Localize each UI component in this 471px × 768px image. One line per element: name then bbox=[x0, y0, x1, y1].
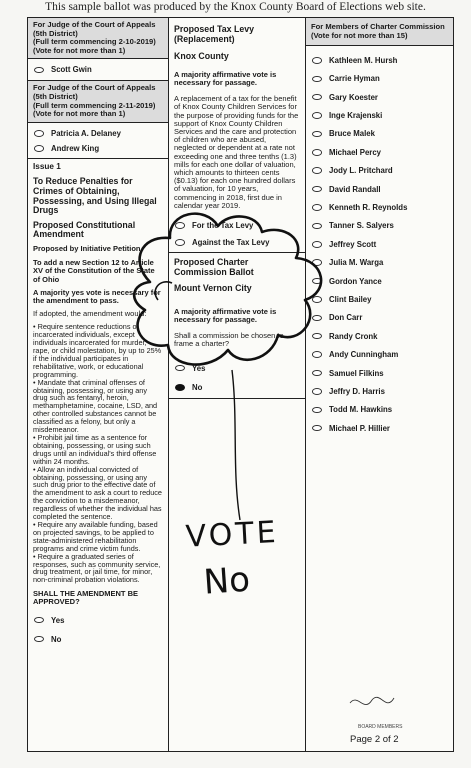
candidate-option[interactable] bbox=[306, 364, 453, 382]
candidate-name: Randy Cronk bbox=[329, 331, 378, 341]
oval-icon[interactable] bbox=[312, 186, 322, 193]
charter-yes-option[interactable]: Yes bbox=[169, 361, 305, 376]
charter-question: Shall a commission be chosen to frame a charter? bbox=[174, 331, 284, 349]
oval-icon[interactable] bbox=[312, 76, 322, 83]
candidate-name: Don Carr bbox=[329, 313, 363, 323]
column-3 bbox=[306, 18, 453, 751]
oval-icon[interactable] bbox=[312, 296, 322, 303]
candidate-name: Samuel Filkins bbox=[329, 368, 384, 378]
candidate-option[interactable] bbox=[28, 141, 168, 158]
issue-subtitle: Proposed Constitutional Amendment bbox=[33, 219, 136, 240]
candidate-option[interactable] bbox=[306, 198, 453, 216]
candidate-option[interactable] bbox=[28, 59, 168, 80]
candidate-name: Patricia A. Delaney bbox=[51, 128, 121, 138]
handwritten-vote: VOTE bbox=[184, 514, 280, 555]
levy-majority: A majority affirmative vote is necessary for passage. bbox=[174, 69, 277, 87]
oval-icon[interactable] bbox=[312, 259, 322, 266]
candidate-option[interactable] bbox=[306, 125, 453, 143]
candidate-option[interactable] bbox=[306, 309, 453, 327]
candidate-name: Michael Percy bbox=[329, 147, 382, 157]
yes-option[interactable]: Yes bbox=[28, 613, 168, 628]
candidate-option[interactable] bbox=[28, 123, 168, 141]
candidate-option[interactable] bbox=[306, 162, 453, 180]
contest-header-appeals-2: For Judge of the Court of Appeals (5th District) (Full term commencing 2-11-2019) (Vote for not more than 1) bbox=[28, 80, 168, 122]
oval-icon[interactable] bbox=[312, 167, 322, 174]
oval-icon[interactable] bbox=[175, 365, 185, 372]
candidate-option[interactable] bbox=[306, 253, 453, 271]
oval-icon[interactable] bbox=[175, 222, 185, 229]
candidate-name: Gary Koester bbox=[329, 92, 378, 102]
candidate-option[interactable] bbox=[306, 382, 453, 400]
charter-place: Mount Vernon City bbox=[174, 283, 252, 294]
board-members-label: BOARD MEMBERS bbox=[358, 724, 403, 730]
candidate-name: Todd M. Hawkins bbox=[329, 405, 393, 415]
charter-commission-header: For Members of Charter Commission (Vote for not more than 15) bbox=[306, 18, 453, 46]
oval-icon[interactable] bbox=[312, 223, 322, 230]
candidate-option[interactable] bbox=[306, 70, 453, 88]
candidate-name: Julia M. Warga bbox=[329, 258, 384, 268]
candidate-name: Andrew King bbox=[51, 143, 100, 153]
column-2 bbox=[169, 18, 306, 751]
issue-bullet: • Allow an individual convicted of obtaining, possessing, or using any such drug prior to the effective date of the amendment to ask a court to reduce the conviction to a misdemeanor, regardless of whether the individual has completed the sentence. bbox=[33, 464, 162, 522]
oval-icon[interactable] bbox=[312, 278, 322, 285]
add-text: To add a new Section 12 to Article XV of the Constitution of the State of Ohio bbox=[33, 258, 155, 284]
candidate-option[interactable] bbox=[306, 419, 453, 437]
column-1 bbox=[28, 18, 169, 751]
levy-body: A replacement of a tax for the benefit of Knox County Children Services for the purpose of providing funds for the support of Knox County Children Services and the care and protection of children who are abused, neglected or dependent at a rate not exceeding one and three tenths (1.3) mills for each one dollar of valuation, which amounts to thirteen cents ($0.13) for each one hundred dollars of valuation, for 10 years, commencing in 2018, first due in calendar year 2019. bbox=[174, 94, 299, 210]
candidate-name: Jody L. Pritchard bbox=[329, 166, 393, 176]
candidate-option[interactable] bbox=[306, 345, 453, 363]
oval-icon[interactable] bbox=[312, 351, 322, 358]
oval-icon[interactable] bbox=[312, 204, 322, 211]
candidate-option[interactable] bbox=[306, 327, 453, 345]
issue-bullet: • Prohibit jail time as a sentence for obtaining, possessing, or using such drugs until an individual's third offense within 24 months. bbox=[33, 433, 157, 466]
candidate-name: Jeffry D. Harris bbox=[329, 386, 385, 396]
oval-icon[interactable] bbox=[34, 130, 44, 137]
contest-header-appeals-1: For Judge of the Court of Appeals (5th District) (Full term commencing 2-10-2019) (Vote for not more than 1) bbox=[28, 18, 168, 59]
levy-for-option[interactable]: For the Tax Levy bbox=[169, 218, 305, 233]
oval-icon[interactable] bbox=[312, 370, 322, 377]
majority-text: A majority yes vote is necessary for the amendment to pass. bbox=[33, 287, 161, 305]
oval-icon[interactable] bbox=[312, 131, 322, 138]
oval-icon[interactable] bbox=[312, 315, 322, 322]
candidate-option[interactable] bbox=[306, 88, 453, 106]
candidate-name: Andy Cunningham bbox=[329, 350, 399, 360]
levy-against-option[interactable]: Against the Tax Levy bbox=[169, 235, 305, 250]
oval-icon[interactable] bbox=[312, 112, 322, 119]
charter-no-option[interactable]: No bbox=[169, 380, 305, 395]
candidate-name: Jeffrey Scott bbox=[329, 239, 377, 249]
oval-icon[interactable] bbox=[312, 388, 322, 395]
handwritten-no: No bbox=[202, 559, 252, 603]
candidate-option[interactable] bbox=[306, 143, 453, 161]
proposed-by: Proposed by Initiative Petition bbox=[33, 243, 141, 253]
candidate-option[interactable] bbox=[306, 272, 453, 290]
if-adopted-text: If adopted, the amendment would: bbox=[33, 309, 147, 319]
candidate-name: Gordon Yance bbox=[329, 276, 382, 286]
candidate-option[interactable] bbox=[306, 51, 453, 69]
oval-icon[interactable] bbox=[312, 425, 322, 432]
oval-icon[interactable] bbox=[34, 636, 44, 643]
filled-oval-icon[interactable] bbox=[175, 384, 185, 391]
candidate-name: Kathleen M. Hursh bbox=[329, 55, 398, 65]
no-option[interactable]: No bbox=[28, 632, 168, 647]
candidate-name: Michael P. Hillier bbox=[329, 423, 390, 433]
charter-title: Proposed Charter Commission Ballot bbox=[174, 257, 254, 277]
oval-icon[interactable] bbox=[175, 239, 185, 246]
oval-icon[interactable] bbox=[34, 67, 44, 74]
charter-majority: A majority affirmative vote is necessary for passage. bbox=[174, 306, 277, 325]
candidate-name: David Randall bbox=[329, 184, 381, 194]
oval-icon[interactable] bbox=[312, 333, 322, 340]
candidate-name: Carrie Hyman bbox=[329, 74, 380, 84]
candidate-name: Scott Gwin bbox=[51, 65, 92, 75]
candidate-option[interactable] bbox=[306, 106, 453, 124]
oval-icon[interactable] bbox=[312, 149, 322, 156]
oval-icon[interactable] bbox=[34, 617, 44, 624]
approval-question: SHALL THE AMENDMENT BE APPROVED? bbox=[33, 589, 138, 607]
candidate-option[interactable] bbox=[306, 401, 453, 419]
oval-icon[interactable] bbox=[312, 241, 322, 248]
issue-bullet: • Require sentence reductions of incarcerated individuals, except individuals incarcerated for murder, rape, or child molestation, by up to 25% if the individual participates in rehabilitative, work, or educational programming. bbox=[33, 322, 162, 379]
issue-title: To Reduce Penalties for Crimes of Obtaining, Possessing, and Using Illegal Drugs bbox=[33, 176, 157, 216]
candidate-option[interactable] bbox=[306, 180, 453, 198]
oval-icon[interactable] bbox=[34, 145, 44, 152]
candidate-option[interactable] bbox=[306, 290, 453, 308]
candidate-name: Bruce Malek bbox=[329, 129, 375, 139]
banner-text: This sample ballot was produced by the Knox County Board of Elections web site. bbox=[45, 1, 426, 13]
oval-icon[interactable] bbox=[312, 94, 322, 101]
issue-number: Issue 1 bbox=[33, 161, 61, 171]
candidate-option[interactable] bbox=[306, 217, 453, 235]
candidate-name: Tanner S. Salyers bbox=[329, 221, 394, 231]
candidate-option[interactable] bbox=[306, 235, 453, 253]
page-number: Page 2 of 2 bbox=[350, 734, 399, 745]
candidate-name: Kenneth R. Reynolds bbox=[329, 203, 408, 212]
levy-title: Proposed Tax Levy (Replacement) bbox=[174, 24, 255, 44]
oval-icon[interactable] bbox=[312, 407, 322, 414]
oval-icon[interactable] bbox=[312, 57, 322, 64]
candidate-name: Clint Bailey bbox=[329, 294, 372, 304]
issue-bullet: • Mandate that criminal offenses of obtaining, possessing, or using any drug such as fentanyl, heroin, methamphetamine, cocaine, LSD, and other controlled substances cannot be classified as a felony, but only a misdemeanor. bbox=[33, 377, 158, 435]
issue-bullet: • Require a graduated series of responses, such as community service, drug treatment, or jail time, for minor, non-criminal probation violations. bbox=[33, 551, 161, 585]
candidate-name: Inge Krajenski bbox=[329, 111, 383, 121]
levy-place: Knox County bbox=[174, 51, 229, 62]
candidate-list bbox=[306, 46, 453, 437]
ballot-sheet bbox=[27, 17, 454, 752]
issue-bullet: • Require any available funding, based on projected savings, to be applied to state-administered rehabilitation programs and crime victim funds. bbox=[33, 519, 158, 553]
